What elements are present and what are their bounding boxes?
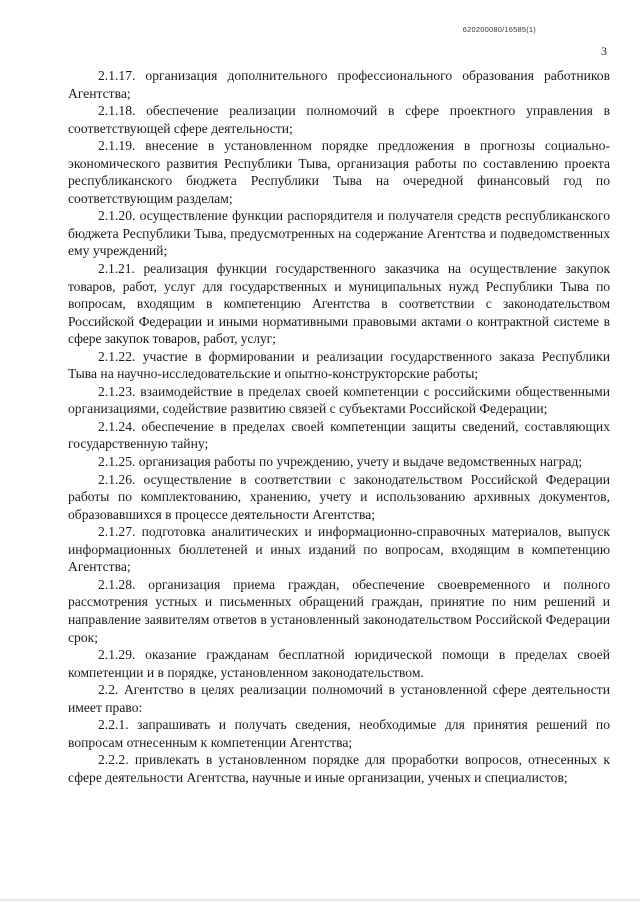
clause-2-1-23: 2.1.23. взаимодействие в пределах своей компетенции с российскими общественными организациями, содействие развитию связей с субъектами Российской Федерации; [68, 383, 610, 417]
clause-2-1-18: 2.1.18. обеспечение реализации полномочий в сфере проектного управления в соответствующей сфере деятельности; [68, 103, 610, 136]
clause-2-1-22: 2.1.22. участие в формировании и реализации государственного заказа Республики Тыва на научно-исследовательские и опытно-конструкторские работы; [68, 348, 610, 382]
clause-2-1-26: 2.1.26. осуществление в соответствии с законодательством Российской Федерации работы по комплектованию, хранению, учету и использованию архивных документов, образовавшихся в процессе деятельности Агентства; [68, 471, 610, 522]
clause-2-1-27: 2.1.27. подготовка аналитических и информационно-справочных материалов, выпуск информационных бюллетеней и иных изданий по вопросам, входящим в компетенцию Агентства; [68, 524, 610, 575]
clause-2-1-29: 2.1.29. оказание гражданам бесплатной юридической помощи в пределах своей компетенции и в порядке, установленном законодательством. [68, 647, 610, 680]
clause-2-1-19: 2.1.19. внесение в установленном порядке предложения в прогнозы социально-экономического развития Республики Тыва, организация работы по составлению проекта республиканского бюджета Республики Тыва на очередной финансовый год по соответствующим разделам; [68, 138, 610, 206]
clause-2-1-17: 2.1.17. организация дополнительного профессионального образования работников Агентства; [68, 68, 610, 101]
clause-2-1-28: 2.1.28. организация приема граждан, обеспечение своевременного и полного рассмотрения устных и письменных обращений граждан, принятие по ним решений и направление заявителям ответов в установленный законодательством Российской Федерации срок; [68, 576, 610, 645]
clause-2-2: 2.2. Агентство в целях реализации полномочий в установленной сфере деятельности имеет право: [68, 682, 610, 715]
page-number: 3 [601, 44, 607, 58]
document-code: 620200080/16585(1) [462, 25, 536, 34]
clause-2-2-2: 2.2.2. привлекать в установленном порядке для проработки вопросов, отнесенных к сфере деятельности Агентства, научные и иные организации, ученых и специалистов; [68, 752, 610, 785]
clause-2-1-20: 2.1.20. осуществление функции распорядителя и получателя средств республиканского бюджета Республики Тыва, предусмотренных на содержание Агентства и подведомственных ему учреждений; [68, 208, 610, 259]
document-body [68, 67, 610, 786]
page-bottom-edge [0, 899, 640, 901]
clause-2-1-24: 2.1.24. обеспечение в пределах своей компетенции защиты сведений, составляющих государственную тайну; [68, 418, 610, 452]
clause-2-1-21: 2.1.21. реализация функции государственного заказчика на осуществление закупок товаров, работ, услуг для государственных и муниципальных нужд Республики Тыва по вопросам, входящим в компетенцию Агентства в соответствии с законодательством Российской Федерации и иными нормативными правовыми актами о контрактной системе в сфере закупок товаров, работ, услуг; [68, 261, 610, 347]
clause-2-1-25: 2.1.25. организация работы по учреждению, учету и выдаче ведомственных наград; [98, 454, 583, 470]
clause-2-2-1: 2.2.1. запрашивать и получать сведения, необходимые для принятия решений по вопросам отнесенным к компетенции Агентства; [68, 717, 610, 750]
